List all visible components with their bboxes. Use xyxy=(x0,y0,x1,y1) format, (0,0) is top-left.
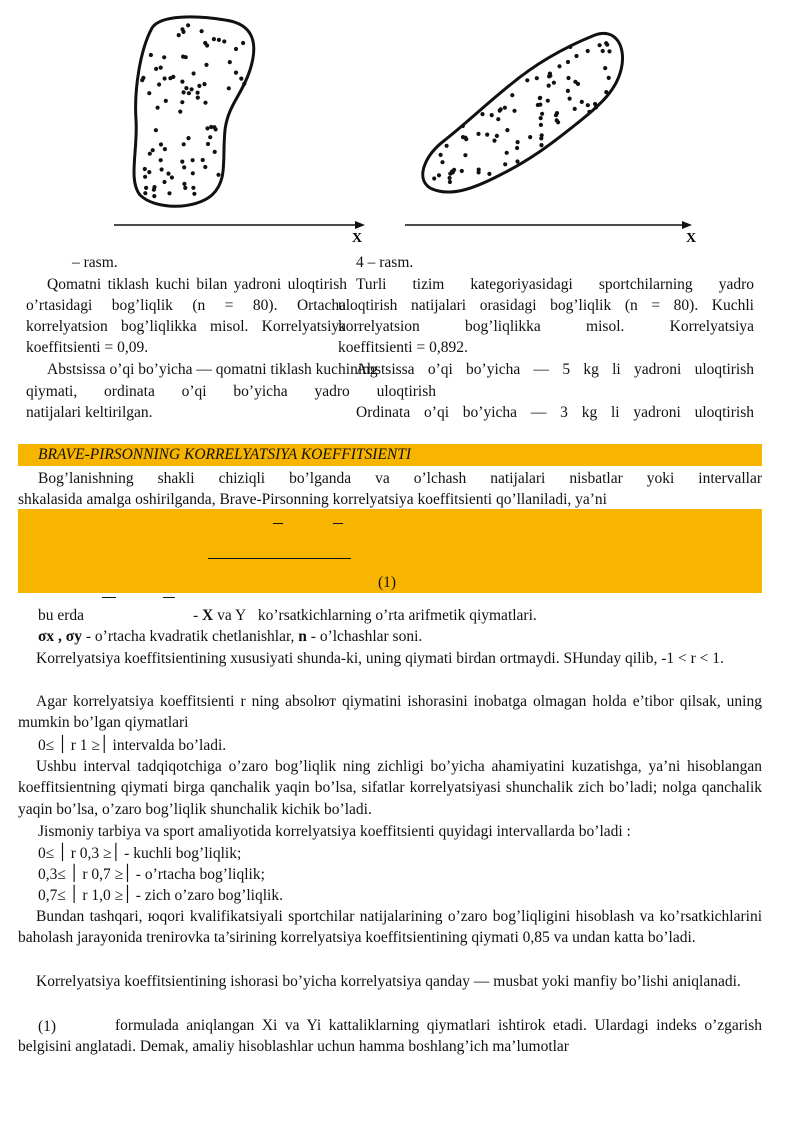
scatter-dot xyxy=(217,38,221,42)
scatter-dot xyxy=(587,110,591,114)
scatter-dot xyxy=(505,128,509,132)
scatter-dot xyxy=(463,153,467,157)
n-symbol: n xyxy=(298,628,307,645)
left-col-line-2: o’rtasidagi bog’liqlik (n = 80). Ortacha xyxy=(26,297,346,314)
scatter-dot xyxy=(157,82,161,86)
scatter-dot xyxy=(164,99,168,103)
scatter-dot xyxy=(191,158,195,162)
scatter-dot xyxy=(163,147,167,151)
scatter-dot xyxy=(163,76,167,80)
section-title: BRAVE-PIRSONNING KORRELYATSIYA KOEFFITSIENTI xyxy=(38,446,412,463)
scatter-dot xyxy=(152,194,156,198)
scatter-dot xyxy=(154,67,158,71)
scatter-dot xyxy=(183,186,187,190)
scatter-dot xyxy=(464,137,468,141)
scatter-dot xyxy=(512,109,516,113)
sigma-line xyxy=(38,628,422,646)
scatter-dot xyxy=(460,169,464,173)
scatter-dot xyxy=(241,41,245,45)
scatter-dot xyxy=(538,96,542,100)
scatter-dot xyxy=(593,102,597,106)
left-col-line-1: Qomatni tiklash kuchi bilan yadroni uloqtirish xyxy=(47,276,347,293)
scatter-dot xyxy=(152,188,156,192)
formula-bar-x xyxy=(273,523,283,524)
scatter-dot xyxy=(191,171,195,175)
scatter-dot xyxy=(143,175,147,179)
n-description: - o’lchashlar soni. xyxy=(310,628,423,645)
formula-fraction-line xyxy=(208,558,351,559)
scatter-dot xyxy=(234,71,238,75)
scatter-dot xyxy=(586,103,590,107)
scatter-dot xyxy=(496,117,500,121)
scatter-dot xyxy=(196,91,200,95)
scatter-dot xyxy=(485,133,489,137)
scatter-dot xyxy=(495,134,499,138)
scatter-dot xyxy=(186,136,190,140)
scatter-dot xyxy=(184,55,188,59)
scatter-dot xyxy=(206,142,210,146)
mean-bar-x xyxy=(102,597,116,598)
scatter-dot xyxy=(503,162,507,166)
formula-number: (1) xyxy=(378,574,397,591)
left-cluster-outline xyxy=(134,17,254,206)
scatter-dot xyxy=(525,78,529,82)
body-paragraph-7: formulada aniqlangan Xi va Yi kattaliklarning qiymatlari ishtirok etadi. Ulardagi indeks o’zgarish belgisini anglatadi. Demak, amaliy hisoblashlar uchun hamma boshlang’ich ma’lumotlar xyxy=(18,1017,762,1056)
scatter-dot xyxy=(505,151,509,155)
scatter-dot xyxy=(448,176,452,180)
left-scatter-figure xyxy=(100,10,370,245)
body-paragraph-5: Bundan tashqari, юqori kvalifikatsiyali sportchilar natijalarining o’zaro bog’liqligini hisoblash va ko’rsatkichlarini baholash jarayonida trenirovka ta’sirining korrelyatsiya koeffitsientining qiymati 0,85 va undan katta bo’ladi. xyxy=(18,908,762,947)
scatter-dot xyxy=(159,66,163,70)
right-col-line-7: Ordinata o’qi bo’yicha — 3 kg li yadroni uloqtirish xyxy=(356,404,754,421)
sigma-symbols: σx , σy xyxy=(38,628,82,645)
scatter-dot xyxy=(539,123,543,127)
scatter-dot xyxy=(156,106,160,110)
scatter-dot xyxy=(535,76,539,80)
scatter-dot xyxy=(445,144,449,148)
scatter-dot xyxy=(205,43,209,47)
scatter-dot xyxy=(177,33,181,37)
scatter-dot xyxy=(167,191,171,195)
scatter-dot xyxy=(202,82,206,86)
scatter-dot xyxy=(200,29,204,33)
scatter-dot xyxy=(149,53,153,57)
scatter-dot xyxy=(187,91,191,95)
scatter-dot xyxy=(439,153,443,157)
scatter-dot xyxy=(487,172,491,176)
scatter-dot xyxy=(190,87,194,91)
scatter-dot xyxy=(234,47,238,51)
scatter-dot xyxy=(568,97,572,101)
scatter-dot xyxy=(151,148,155,152)
right-col-line-5: Abstsissa o’qi bo’yicha — 5 kg li yadroni uloqtirish xyxy=(356,361,754,378)
scatter-dot xyxy=(143,191,147,195)
scatter-dot xyxy=(144,186,148,190)
scatter-dot xyxy=(160,167,164,171)
scatter-dot xyxy=(159,158,163,162)
scatter-dot xyxy=(461,124,465,128)
scatter-dot xyxy=(580,100,584,104)
left-col-line-7: natijalari keltirilgan. xyxy=(26,404,153,421)
scatter-dot xyxy=(180,160,184,164)
scatter-dot xyxy=(166,172,170,176)
scatter-dot xyxy=(213,150,217,154)
scatter-dot xyxy=(168,76,172,80)
scatter-dot xyxy=(196,96,200,100)
scatter-dot xyxy=(566,89,570,93)
scatter-dot xyxy=(205,126,209,130)
scatter-dot xyxy=(503,106,507,110)
left-col-line-3: korrelyatsion bog’liqlikka misol. Korrelyatsiya xyxy=(26,318,346,335)
scatter-dot xyxy=(539,143,543,147)
scatter-dot xyxy=(566,76,570,80)
scatter-dot xyxy=(204,63,208,67)
scatter-dot xyxy=(601,49,605,53)
scatter-dot xyxy=(607,49,611,53)
scatter-dot xyxy=(515,146,519,150)
body-paragraph-3: Ushbu interval tadqiqotchiga o’zaro bog’liqlik ning zichligi bo’yicha ahamiyatini kuzatishga, ya’ni hisoblangan koeffitsientning qiymati birga qanchalik yaqin bo’lsa, sifatlar korrelyatsiyasi shunchalik zich bo’ladi; nolga qanchalik yaqin bo’lsa, o’zaro bog’liqlik shunchalik kichik bo’ladi. xyxy=(18,758,762,818)
left-x-axis-arrow xyxy=(355,221,365,229)
scatter-dot xyxy=(547,84,551,88)
means-description: ko’rsatkichlarning o’rta arifmetik qiymatlari. xyxy=(257,607,537,624)
scatter-dot xyxy=(498,109,502,113)
scatter-dot xyxy=(566,60,570,64)
right-cluster-outline xyxy=(423,33,623,192)
sigma-description: - o’rtacha kvadratik chetlanishlar, xyxy=(85,628,295,645)
right-col-line-1: Turli tizim kategoriyasidagi sportchilarning yadro xyxy=(356,276,754,293)
right-x-axis-label: X xyxy=(686,231,697,245)
scatter-dot xyxy=(182,165,186,169)
scatter-dot xyxy=(186,23,190,27)
scatter-dot xyxy=(539,116,543,120)
left-col-line-5: Abstsissa o’qi bo’yicha — qomatni tiklash kuchining xyxy=(47,361,378,378)
scatter-dot xyxy=(162,55,166,59)
scatter-dot xyxy=(440,160,444,164)
body-paragraph-1: Korrelyatsiya koeffitsientining xususiyati shunda-ki, uning qiymati birdan ortmaydi. SHunday qilib, -1 < r < 1. xyxy=(36,650,724,667)
scatter-dot xyxy=(191,186,195,190)
interval-item-3: 0,7≤ ׀ r ׀≤ 1,0 - zich o’zaro bog’liqlik. xyxy=(38,887,283,904)
scatter-dot xyxy=(147,91,151,95)
body-paragraph-6: Korrelyatsiya koeffitsientining ishorasi bo’yicha korrelyatsiya qanday — musbat yoki manfiy bo’lishi aniqlanadi. xyxy=(36,973,741,990)
scatter-dot xyxy=(604,41,608,45)
scatter-dot xyxy=(540,133,544,137)
scatter-dot xyxy=(192,192,196,196)
scatter-dot xyxy=(147,170,151,174)
scatter-dot xyxy=(477,170,481,174)
bu-erda-label: bu erda xyxy=(38,607,85,624)
scatter-dot xyxy=(162,180,166,184)
scatter-dot xyxy=(228,60,232,64)
scatter-dot xyxy=(554,113,558,117)
mean-x-symbol: X xyxy=(202,607,214,624)
scatter-dot xyxy=(538,103,542,107)
mean-bar-y xyxy=(163,597,175,598)
scatter-dot xyxy=(432,176,436,180)
scatter-dot xyxy=(182,142,186,146)
interval-item-2: 0,3≤ ׀ r ׀≤ 0,7 - o’rtacha bog’liqlik; xyxy=(38,866,265,883)
left-figure-caption: – rasm. xyxy=(72,254,118,271)
scatter-dot xyxy=(242,82,246,86)
mean-va-y: va Y xyxy=(217,607,247,624)
left-col-line-4: koeffitsienti = 0,09. xyxy=(26,339,149,356)
body-paragraph-7-ref: (1) xyxy=(38,1018,57,1035)
scatter-dot xyxy=(227,86,231,90)
scatter-dot xyxy=(510,93,514,97)
scatter-dot xyxy=(452,168,456,172)
scatter-dot xyxy=(222,39,226,43)
scatter-dot xyxy=(586,49,590,53)
scatter-dot xyxy=(197,84,201,88)
scatter-dot xyxy=(239,77,243,81)
scatter-dot xyxy=(184,86,188,90)
scatter-dot xyxy=(476,132,480,136)
scatter-dot xyxy=(208,135,212,139)
scatter-dot xyxy=(448,180,452,184)
scatter-dot xyxy=(528,135,532,139)
body-paragraph-4: Jismoniy tarbiya va sport amaliyotida korrelyatsiya koeffitsienti quyidagi intervallarda bo’ladi : xyxy=(38,823,631,840)
scatter-dot xyxy=(140,78,144,82)
scatter-dot xyxy=(607,76,611,80)
scatter-dot xyxy=(154,128,158,132)
scatter-dot xyxy=(540,112,544,116)
scatter-dot xyxy=(159,142,163,146)
scatter-dot xyxy=(148,152,152,156)
scatter-dot xyxy=(490,113,494,117)
right-col-line-2: uloqtirish natijalari orasidagi bog’liqlik (n = 80). Kuchli xyxy=(338,297,754,314)
scatter-dot xyxy=(192,71,196,75)
scatter-dot xyxy=(143,167,147,171)
scatter-dot xyxy=(180,80,184,84)
right-x-axis-arrow xyxy=(682,221,692,229)
scatter-dot xyxy=(492,139,496,143)
scatter-dot xyxy=(437,173,441,177)
scatter-dot xyxy=(573,80,577,84)
right-scatter-figure xyxy=(400,10,710,245)
scatter-dot xyxy=(515,159,519,163)
intro-line-2: shkalasida amalga oshirilganda, Brave-Pirsonning korrelyatsiya koeffitsienti qo’llaniladi, ya’ni xyxy=(18,491,607,508)
scatter-dot xyxy=(170,175,174,179)
scatter-dot xyxy=(480,112,484,116)
scatter-dot xyxy=(212,37,216,41)
scatter-dot xyxy=(180,100,184,104)
right-col-line-4: koeffitsienti = 0,892. xyxy=(338,339,468,356)
interval-item-1: 0≤ ׀ r ׀≤ 0,3 - kuchli bog’liqlik; xyxy=(38,845,242,862)
scatter-dot xyxy=(573,107,577,111)
scatter-dot xyxy=(180,27,184,31)
scatter-dot xyxy=(209,125,213,129)
intro-line-1: Bog’lanishning shakli chiziqli bo’lganda va o’lchash natijalari nisbatlar yoki intervallar xyxy=(38,470,762,487)
scatter-dot xyxy=(178,110,182,114)
scatter-dot xyxy=(201,158,205,162)
right-figure-caption: 4 – rasm. xyxy=(356,254,414,271)
scatter-dot xyxy=(216,173,220,177)
scatter-dot xyxy=(203,101,207,105)
scatter-dot xyxy=(568,45,572,49)
scatter-dot xyxy=(203,165,207,169)
scatter-dot xyxy=(574,54,578,58)
scatter-dot xyxy=(552,81,556,85)
scatter-dot xyxy=(546,99,550,103)
scatter-dot xyxy=(516,140,520,144)
left-x-axis-label: X xyxy=(352,231,363,245)
scatter-dot xyxy=(598,43,602,47)
means-line: - X va Y ko’rsatkichlarning o’rta arifmetik qiymatlari. xyxy=(193,607,537,624)
body-paragraph-2b: 0≤ ׀ r ׀≤ 1 intervalda bo’ladi. xyxy=(38,737,227,754)
formula-bar-y xyxy=(333,523,343,524)
scatter-dot xyxy=(604,90,608,94)
scatter-dot xyxy=(548,72,552,76)
left-col-line-6: qiymati, ordinata o’qi bo’yicha yadro uloqtirish xyxy=(26,383,436,400)
scatter-dot xyxy=(603,66,607,70)
scatter-dot xyxy=(182,90,186,94)
scatter-dot xyxy=(557,64,561,68)
scatter-dot xyxy=(182,182,186,186)
scatter-dot xyxy=(555,118,559,122)
body-paragraph-2: Agar korrelyatsiya koeffitsienti r ning absolют qiymatini ishorasini inobatga olmagan holda e’tibor qilsak, uning mumkin bo’lgan qiymatlari xyxy=(18,693,762,732)
right-col-line-3: korrelyatsion bog’liqlikka misol. Korrelyatsiya xyxy=(338,318,754,335)
